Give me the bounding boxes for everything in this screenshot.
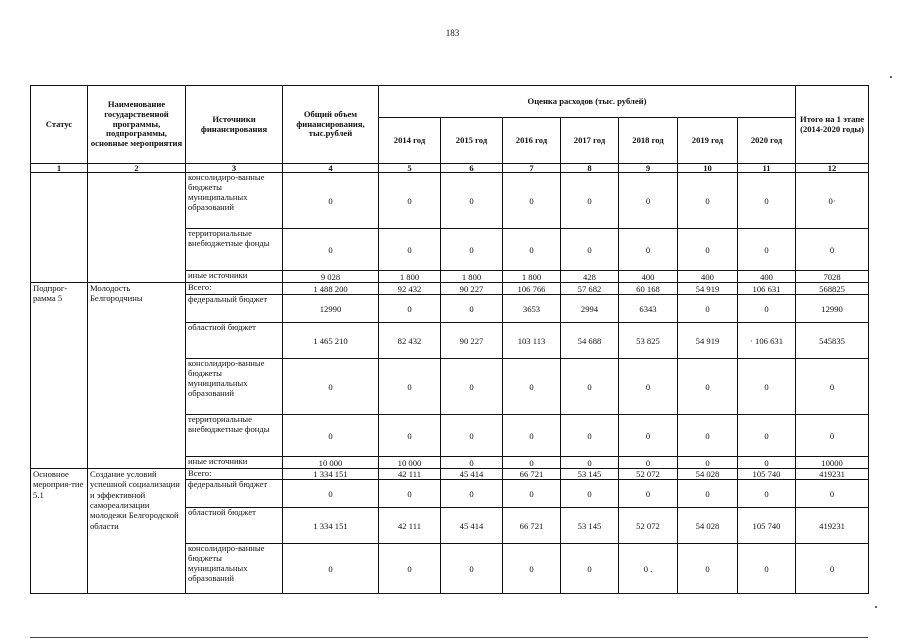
year-value-cell: 0 [379,229,441,271]
year-value-cell: 0 [379,415,441,457]
year-value-cell: 0 [503,415,561,457]
year-value-cell: 0 [619,457,678,469]
source-cell: областной бюджет [186,508,283,544]
column-number: 7 [503,164,561,173]
source-cell: иные источники [186,457,283,469]
stage-total-cell: 419231 [796,508,869,544]
column-number: 4 [283,164,379,173]
header-year: 2017 год [561,118,619,164]
scan-speck [890,76,892,78]
year-value-cell: 0 [678,295,738,323]
financing-table [30,85,869,594]
year-value-cell: 66 721 [503,508,561,544]
year-value-cell: 0 [738,173,796,229]
total-volume-cell: 10 000 [283,457,379,469]
bottom-rule [30,637,868,638]
year-value-cell: 0 [503,173,561,229]
status-cell: Основное мероприя-тие 5.1 [31,469,88,594]
year-value-cell: 0 [678,457,738,469]
year-value-cell: 0 [503,457,561,469]
year-value-cell: 0 [441,480,503,508]
year-value-cell: 0 [503,359,561,415]
year-value-cell: 0 [379,480,441,508]
year-value-cell: 0 [738,457,796,469]
source-cell: территориальные внебюджетные фонды [186,229,283,271]
header-year: 2020 год [738,118,796,164]
year-value-cell: 42 111 [379,469,441,480]
year-value-cell: 0 [379,544,441,594]
source-cell: федеральный бюджет [186,480,283,508]
year-value-cell: 0 [379,173,441,229]
source-cell: консолидиро-ванные бюджеты муниципальных образований [186,544,283,594]
year-value-cell: 53 145 [561,508,619,544]
year-value-cell: 0 [678,480,738,508]
stage-total-cell: 7028 [796,271,869,283]
year-value-cell: 45 414 [441,508,503,544]
total-volume-cell: 12990 [283,295,379,323]
year-value-cell: 0 [738,415,796,457]
year-value-cell: 52 072 [619,508,678,544]
year-value-cell: 0 [738,229,796,271]
year-value-cell: 54 028 [678,469,738,480]
status-cell: Подпрог-рамма 5 [31,283,88,469]
year-value-cell: 57 682 [561,283,619,295]
header-program-name: Наименование государственной программы, подпрограммы, основные мероприятия [88,86,186,164]
stage-total-cell: 10000 [796,457,869,469]
year-value-cell: 0 [619,480,678,508]
year-value-cell: 10 000 [379,457,441,469]
year-value-cell: 2994 [561,295,619,323]
year-value-cell: 90 227 [441,283,503,295]
year-value-cell: 45 414 [441,469,503,480]
year-value-cell: 0 [561,415,619,457]
stage-total-cell: 419231 [796,469,869,480]
source-cell: федеральный бюджет [186,295,283,323]
year-value-cell: 0 . [619,544,678,594]
status-cell [31,173,88,283]
stage-total-cell: 0 [796,544,869,594]
year-value-cell: 106 631 [738,283,796,295]
total-volume-cell: 1 334 151 [283,508,379,544]
total-volume-cell: 0 [283,229,379,271]
stage-total-cell: 568825 [796,283,869,295]
year-value-cell: 0 [678,229,738,271]
table-row [31,173,869,229]
table-row [31,469,869,480]
year-value-cell: 0 [561,229,619,271]
column-number: 2 [88,164,186,173]
year-value-cell: 0 [503,480,561,508]
year-value-cell: 0 [561,457,619,469]
source-cell: территориальные внебюджетные фонды [186,415,283,457]
year-value-cell: 1 800 [503,271,561,283]
header-estimate: Оценка расходов (тыс. рублей) [379,86,796,118]
source-cell: консолидиро-ванные бюджеты муниципальных образований [186,359,283,415]
year-value-cell: 0 [678,173,738,229]
year-value-cell: 0 [379,295,441,323]
year-value-cell: 3653 [503,295,561,323]
year-value-cell: 0 [738,480,796,508]
year-value-cell: 0 [561,544,619,594]
header-year: 2015 год [441,118,503,164]
year-value-cell: 400 [678,271,738,283]
year-value-cell: 0 [619,359,678,415]
page-number: 183 [445,28,460,38]
year-value-cell: 0 [619,415,678,457]
year-value-cell: 0 [619,229,678,271]
year-value-cell: 428 [561,271,619,283]
year-value-cell: 0 [561,173,619,229]
year-value-cell: 400 [738,271,796,283]
year-value-cell: 60 168 [619,283,678,295]
stage-total-cell: 0· [796,173,869,229]
total-volume-cell: 0 [283,173,379,229]
year-value-cell: 66 721 [503,469,561,480]
year-value-cell: 90 227 [441,323,503,359]
year-value-cell: 0 [561,480,619,508]
program-name-cell: Молодость Белгородчины [88,283,186,469]
year-value-cell: 0 [678,544,738,594]
year-value-cell: 53 145 [561,469,619,480]
year-value-cell: 0 [441,229,503,271]
year-value-cell: 105 740 [738,508,796,544]
column-number: 12 [796,164,869,173]
column-number: 10 [678,164,738,173]
column-number: 1 [31,164,88,173]
year-value-cell: 0 [441,544,503,594]
year-value-cell: 82 432 [379,323,441,359]
year-value-cell: 54 919 [678,323,738,359]
total-volume-cell: 1 465 210 [283,323,379,359]
year-value-cell: 6343 [619,295,678,323]
year-value-cell: 400 [619,271,678,283]
year-value-cell: 0 [738,544,796,594]
total-volume-cell: 0 [283,544,379,594]
year-value-cell: 0 [503,229,561,271]
column-number: 5 [379,164,441,173]
source-cell: Всего: [186,283,283,295]
year-value-cell: 0 [441,457,503,469]
column-number: 9 [619,164,678,173]
year-value-cell: 42 111 [379,508,441,544]
program-name-cell: Создание условий успешной социализации и эффективной самореализации молодежи Белгородской области [88,469,186,594]
source-cell: иные источники [186,271,283,283]
stage-total-cell: 0 [796,480,869,508]
year-value-cell: 0 [738,359,796,415]
year-value-cell: 0 [561,359,619,415]
stage-total-cell: 12990 [796,295,869,323]
year-value-cell: 0 [441,415,503,457]
total-volume-cell: 0 [283,415,379,457]
year-value-cell: 0 [738,295,796,323]
total-volume-cell: 1 488 200 [283,283,379,295]
year-value-cell: 0 [441,173,503,229]
program-name-cell [88,173,186,283]
year-value-cell: 1 800 [441,271,503,283]
total-volume-cell: 0 [283,359,379,415]
year-value-cell: 0 [441,295,503,323]
year-value-cell: 0 [678,359,738,415]
stage-total-cell: 0 [796,359,869,415]
total-volume-cell: 0 [283,480,379,508]
header-year: 2019 год [678,118,738,164]
year-value-cell: 106 766 [503,283,561,295]
year-value-cell: 52 072 [619,469,678,480]
column-number: 11 [738,164,796,173]
source-cell: консолидиро-ванные бюджеты муниципальных образований [186,173,283,229]
year-value-cell: 0 [503,544,561,594]
column-number: 8 [561,164,619,173]
total-volume-cell: 9 028 [283,271,379,283]
column-number: 6 [441,164,503,173]
column-number: 3 [186,164,283,173]
table-row [31,283,869,295]
header-year: 2016 год [503,118,561,164]
year-value-cell: 0 [441,359,503,415]
header-status: Статус [31,86,88,164]
source-cell: областной бюджет [186,323,283,359]
year-value-cell: 0 [379,359,441,415]
year-value-cell: 1 800 [379,271,441,283]
stage-total-cell: 0 [796,415,869,457]
year-value-cell: 53 825 [619,323,678,359]
stage-total-cell: 0 [796,229,869,271]
header-sources: Источники финансирования [186,86,283,164]
header-year: 2018 год [619,118,678,164]
header-stage-total: Итого на 1 этапе (2014-2020 годы) [796,86,869,164]
header-year: 2014 год [379,118,441,164]
header-total-volume: Общий объем финансирования, тыс.рублей [283,86,379,164]
year-value-cell: · 106 631 [738,323,796,359]
year-value-cell: 54 919 [678,283,738,295]
year-value-cell: 103 113 [503,323,561,359]
scan-speck [875,606,877,608]
stage-total-cell: 545835 [796,323,869,359]
source-cell: Всего: [186,469,283,480]
year-value-cell: 54 688 [561,323,619,359]
year-value-cell: 0 [619,173,678,229]
year-value-cell: 92 432 [379,283,441,295]
year-value-cell: 54 028 [678,508,738,544]
year-value-cell: 105 740 [738,469,796,480]
year-value-cell: 0 [678,415,738,457]
total-volume-cell: 1 334 151 [283,469,379,480]
